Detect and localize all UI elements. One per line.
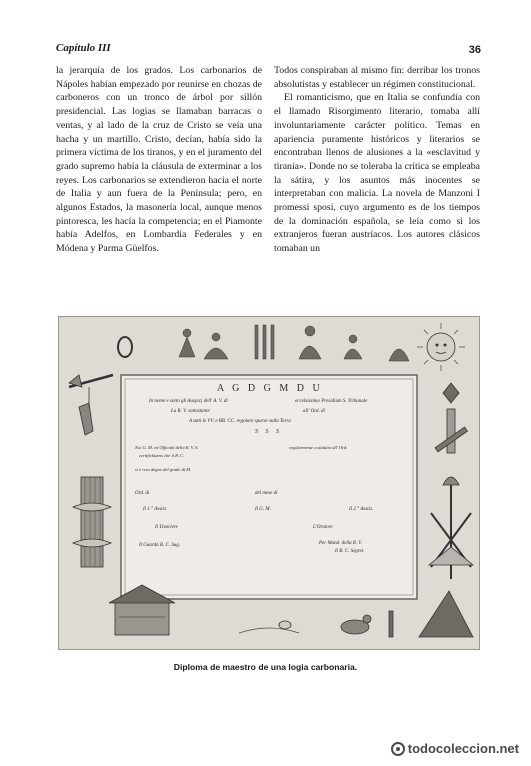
diploma-line: La R. V. sottostante <box>171 409 210 414</box>
hut-icon <box>115 601 169 635</box>
diploma-body: del mese di <box>255 491 278 496</box>
signature-label: Il G. M. <box>255 507 271 512</box>
wreath-icon <box>118 337 132 357</box>
watermark <box>391 741 519 756</box>
left-symbols-icon <box>69 375 113 567</box>
signature-label: Per Mand. della R. V. <box>319 541 363 546</box>
figure-caption: Diploma de maestro de una logia carbonaria. <box>173 662 358 672</box>
diploma-line: In nome e sotto gli Auspicj dell' A. V. di <box>149 399 228 404</box>
engraving-drawing <box>59 317 479 649</box>
fasces-icon <box>81 477 103 567</box>
diploma-line: A tutti le VV. e BB. CC. regolare sparse sulla Terra <box>189 419 291 424</box>
diploma-body: regolarmente costituita all' Ord. <box>289 445 348 450</box>
diploma-line: S S S <box>255 429 282 435</box>
veiled-figure-icon <box>389 349 409 361</box>
lily-icon <box>443 383 459 403</box>
diploma-body: certifichiamo che il B. C. <box>139 453 185 458</box>
right-symbols-icon <box>429 383 473 579</box>
diploma-body: Noi G. M. ed Officiali della R. V. S. <box>135 445 199 450</box>
page-number: 36 <box>468 44 481 56</box>
seated-figure-icon <box>204 348 228 359</box>
text-column-right <box>274 64 480 256</box>
todocoleccion-logo-icon <box>391 742 405 756</box>
diploma-body: si è reso degno del grado di M. <box>135 467 192 472</box>
hand-icon <box>79 403 93 435</box>
torch-icon <box>255 325 258 359</box>
signature-label: Il Guarda B. C. Sug. <box>139 543 181 548</box>
top-figures-icon <box>118 325 409 361</box>
diploma-body: Ord. di <box>135 491 150 496</box>
trophy-icon <box>419 591 473 637</box>
diploma-illustration <box>58 316 480 650</box>
figure-icon <box>344 349 362 359</box>
signature-label: Il 1.° Assist. <box>143 507 168 512</box>
diploma-line: eccelsissimo Presidium S. Tribunale <box>295 399 368 404</box>
signature-label: L'Oratore <box>313 525 333 530</box>
signature-label: Il Tesoriere <box>155 525 178 530</box>
diploma-frame <box>121 375 417 599</box>
paragraph: Todos conspiraban al mismo fin: derribar los tronos absolutistas y establecer un régimen constitucional. <box>274 65 480 90</box>
signature-label: Il B. C. Segret. <box>335 549 365 554</box>
figure-icon <box>299 346 321 359</box>
bundle-icon <box>429 547 473 565</box>
sun-icon <box>417 323 465 371</box>
text-column-left <box>56 64 262 256</box>
chapter-title: Capítulo III <box>56 42 111 54</box>
tree-icon <box>389 611 393 637</box>
watermark-text: todocoleccion.net <box>407 741 519 756</box>
paragraph: la jerarquía de los grados. Los carbonarios de Nápoles habían empezado por reunirse en chozas de carboneros con un tronco de árbol por sillón presidencial. Las logias se llamaban barracas o ventas, y al lado de la cruz de Cristo se veía una hacha y un martillo. Cristo, decían, había sido la primera víctima de los tiranos, y en el juramento del grado supremo había la cláusula de exterminar a los reyes. Los carbonarios se extendieron hacia el norte de Italia y aun fuera de la Península; pero, en algunos Estados, la masonería local, aunque menos pintoresca, les hacía la competencia; en el Piamonte había Adelfos, en Lombardía Federales y en Módena y Parma Güelfos. <box>56 65 262 255</box>
statue-icon <box>179 337 195 357</box>
lamb-icon <box>279 621 291 629</box>
signature-label: Il 2.° Assist. <box>349 507 374 512</box>
diploma-heading: A G D G M D U <box>217 383 323 394</box>
diploma-line: all' Ord. di <box>303 409 325 414</box>
paragraph: El romanticismo, que en Italia se confundía con el llamado Risorgimento literario, tomaba allí involuntariamente carácter político. Temas en apariencia puramente históricos y literarios se encontraban llenos de alusiones a la «esclavitud y tiranía». Donde no se toleraba la crítica se empleaba la sátira, y los asuntos más inocentes se interpretaban con malicia. La novela de Manzoni I promessi sposi, cuyo argumento es de los tiempos de la dominación española, se leía como si los extranjeros fueran austríacos. Los autores clásicos tomaban un <box>274 92 480 255</box>
